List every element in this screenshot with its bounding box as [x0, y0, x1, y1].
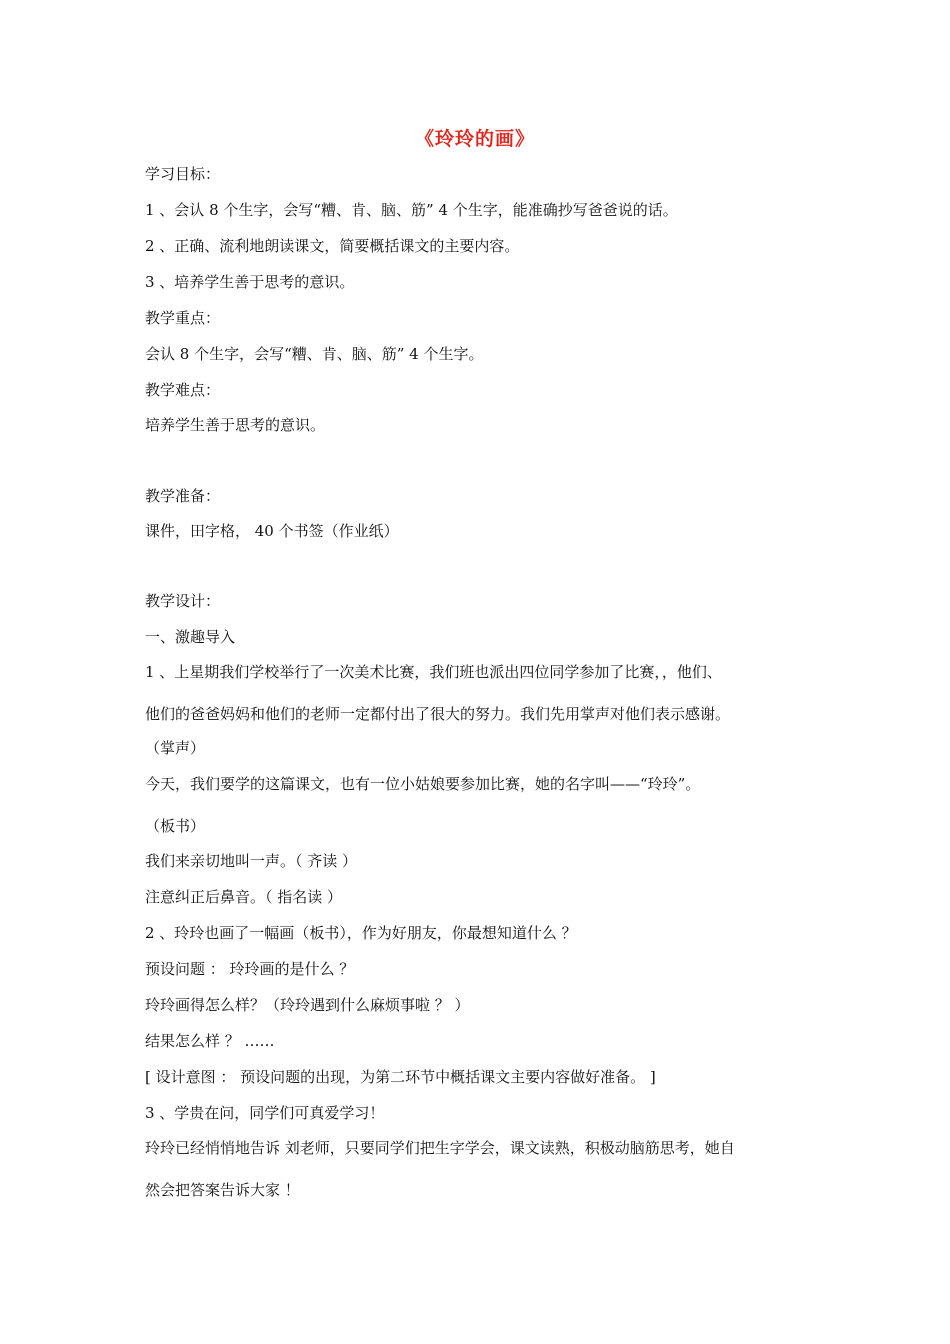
- difficulties-text: 培养学生善于思考的意识。: [145, 416, 326, 434]
- paragraph-line: 今天，我们要学的这篇课文，也有一位小姑娘要参加比赛，她的名字叫——“玲玲”。: [145, 775, 701, 793]
- paragraph-line: 3 、学贵在问，同学们可真爱学习！: [145, 1104, 385, 1122]
- design-intent-note: [ 设计意图 ： 预设问题的出现，为第二环节中概括课文主要内容做好准备。 ]: [145, 1068, 656, 1086]
- section-heading-learning-goals: 学习目标：: [145, 165, 221, 183]
- paragraph-line: 我们来亲切地叫一声。（ 齐读 ）: [145, 852, 358, 870]
- paragraph-line: 2 、玲玲也画了一幅画（板书），作为好朋友，你最想知道什么 ？: [145, 924, 577, 942]
- subheading-intro: 一、激趣导入: [145, 628, 236, 646]
- document-title: 《玲玲的画》: [414, 128, 535, 150]
- paragraph-line: （板书）: [145, 817, 206, 835]
- paragraph-line: 他们的爸爸妈妈和他们的老师一定都付出了很大的努力。我们先用掌声对他们表示感谢。: [145, 705, 731, 723]
- key-points-text: 会认 8 个生字，会写“糟、肯、脑、筋” 4 个生字。: [145, 345, 484, 363]
- preparation-text: 课件，田字格， 40 个书签（作业纸）: [145, 522, 399, 540]
- paragraph-line: 预设问题 ： 玲玲画的是什么 ？: [145, 960, 355, 978]
- goal-item-3: 3 、培养学生善于思考的意识。: [145, 273, 355, 291]
- goal-item-2: 2 、正确、流利地朗读课文，简要概括课文的主要内容。: [145, 237, 520, 255]
- paragraph-line: 结果怎么样 ？ ……: [145, 1032, 275, 1050]
- goal-item-1: 1 、会认 8 个生字，会写“糟、肯、脑、筋” 4 个生字，能准确抄写爸爸说的话。: [145, 201, 678, 219]
- paragraph-line: 1 、上星期我们学校举行了一次美术比赛，我们班也派出四位同学参加了比赛，，他们、: [145, 663, 722, 681]
- section-heading-difficulties: 教学难点：: [145, 381, 221, 399]
- section-heading-preparation: 教学准备：: [145, 487, 221, 505]
- paragraph-line: 注意纠正后鼻音。（ 指名读 ）: [145, 888, 343, 906]
- paragraph-line: 然会把答案告诉大家 ！: [145, 1181, 300, 1199]
- section-heading-key-points: 教学重点：: [145, 309, 221, 327]
- paragraph-line: （掌声）: [145, 739, 206, 757]
- paragraph-line: 玲玲已经悄悄地告诉 刘老师，只要同学们把生字学会，课文读熟，积极动脑筋思考，她自: [145, 1139, 735, 1157]
- section-heading-design: 教学设计：: [145, 592, 221, 610]
- paragraph-line: 玲玲画得怎么样？（玲玲遇到什么麻烦事啦 ？ ）: [145, 996, 470, 1014]
